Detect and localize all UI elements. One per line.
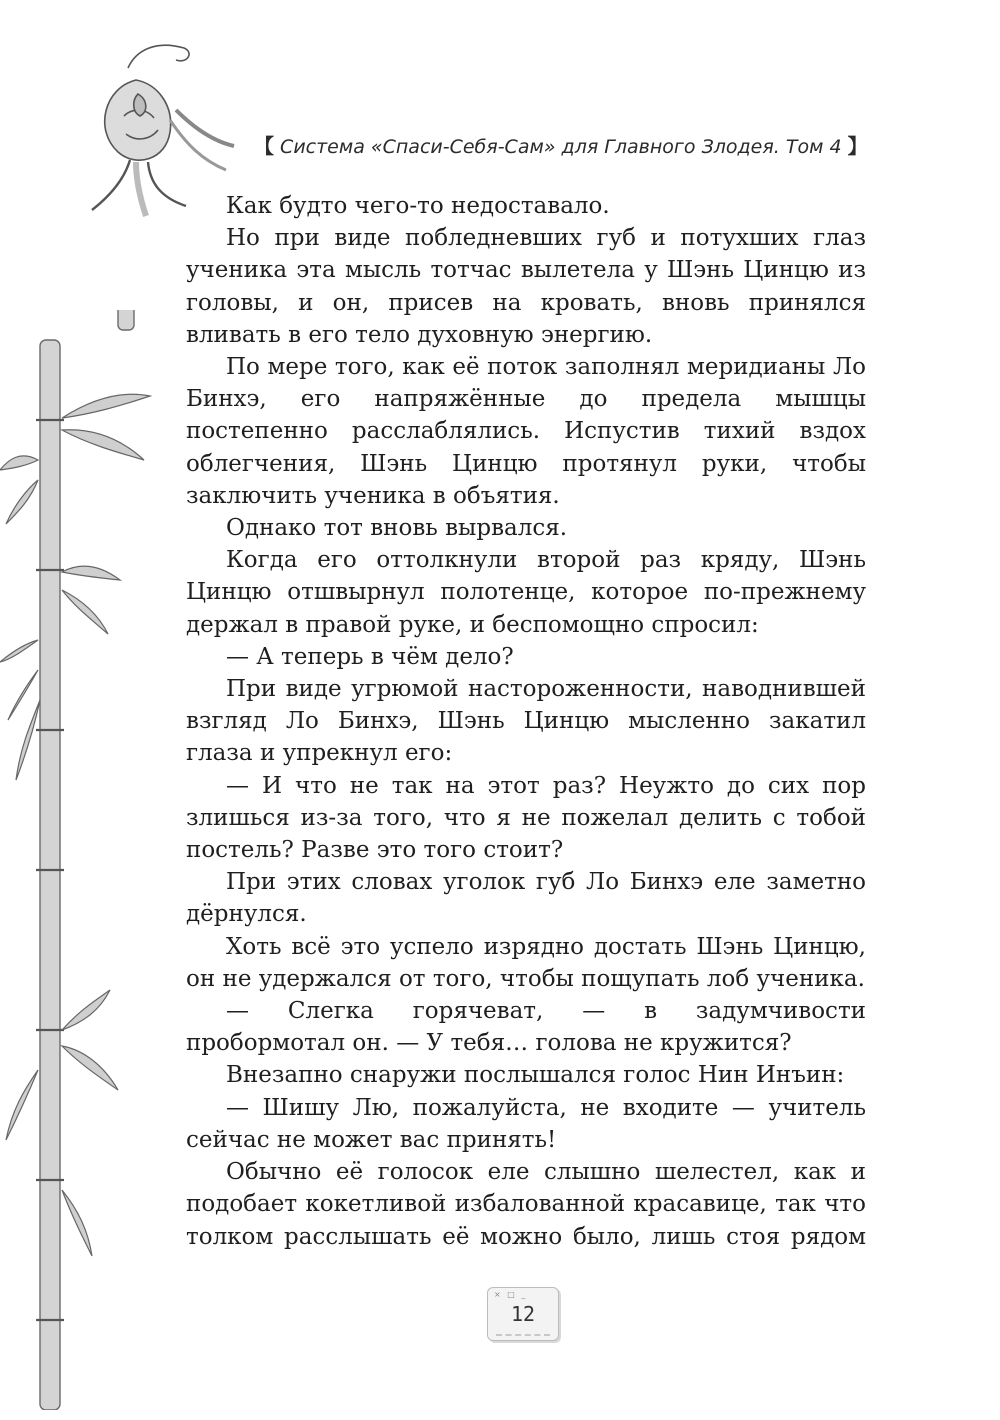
paragraph: Внезапно снаружи послышался голос Нин Инъин: [226, 1062, 845, 1089]
paragraph: Обычно её голосок еле слышно шелестел, как и подобает кокетливой избалованной красавице, так что толком расслышать её можно было, лишь стоя рядом [186, 1159, 866, 1250]
page-number-underline [496, 1334, 550, 1336]
header-open-bracket: 【 [254, 134, 274, 158]
body-text [186, 190, 866, 1253]
paragraph: Однако тот вновь вырвался. [226, 515, 568, 542]
paragraph: Как будто чего-то недоставало. [226, 193, 610, 219]
paragraph: — Слегка горячеват, — в задумчивости пробормотал он. — У тебя… голова не кружится? [186, 998, 866, 1057]
bamboo-illustration [0, 310, 185, 1410]
paragraph: Когда его оттолкнули второй раз кряду, Шэнь Цинцю отшвырнул полотенце, которое по-прежнему держал в правой руке, и беспомощно спросил: [186, 547, 866, 638]
running-header [254, 130, 868, 159]
header-title: Система «Спаси-Себя-Сам» для Главного Злодея. Том 4 [280, 136, 842, 158]
page-number: 12 [510, 1302, 536, 1326]
page-number-box [487, 1287, 559, 1341]
paragraph: — И что не так на этот раз? Неужто до сих пор злишься из-за того, что я не пожелал делить с тобой постель? Разве это того стоит? [186, 772, 866, 864]
paragraph: Хоть всё это успело изрядно достать Шэнь Цинцю, он не удержался от того, чтобы пощупать лоб ученика. [186, 933, 866, 992]
header-close-bracket: 】 [847, 134, 868, 158]
paragraph: При виде угрюмой настороженности, наводнившей взгляд Ло Бинхэ, Шэнь Цинцю мысленно закатил глаза и упрекнул его: [186, 676, 866, 767]
window-buttons-icon: × □ _ [494, 1290, 528, 1299]
paragraph: Но при виде побледневших губ и потухших глаз ученика эта мысль тотчас вылетела у Шэнь Цинцю из головы, и он, присев на кровать, вновь принялся вливать в его тело духовную энергию. [186, 225, 866, 348]
paragraph: При этих словах уголок губ Ло Бинхэ еле заметно дёрнулся. [186, 869, 866, 928]
paragraph: — А теперь в чём дело? [226, 643, 514, 670]
paragraph: По мере того, как её поток заполнял меридианы Ло Бинхэ, его напряжённые до предела мышцы постепенно расслаблялись. Испустив тихий вздох облегчения, Шэнь Цинцю протянул руки, чтобы заключить ученика в объятия. [186, 354, 866, 509]
paragraph: — Шишу Лю, пожалуйста, не входите — учитель сейчас не может вас принять! [186, 1094, 866, 1153]
